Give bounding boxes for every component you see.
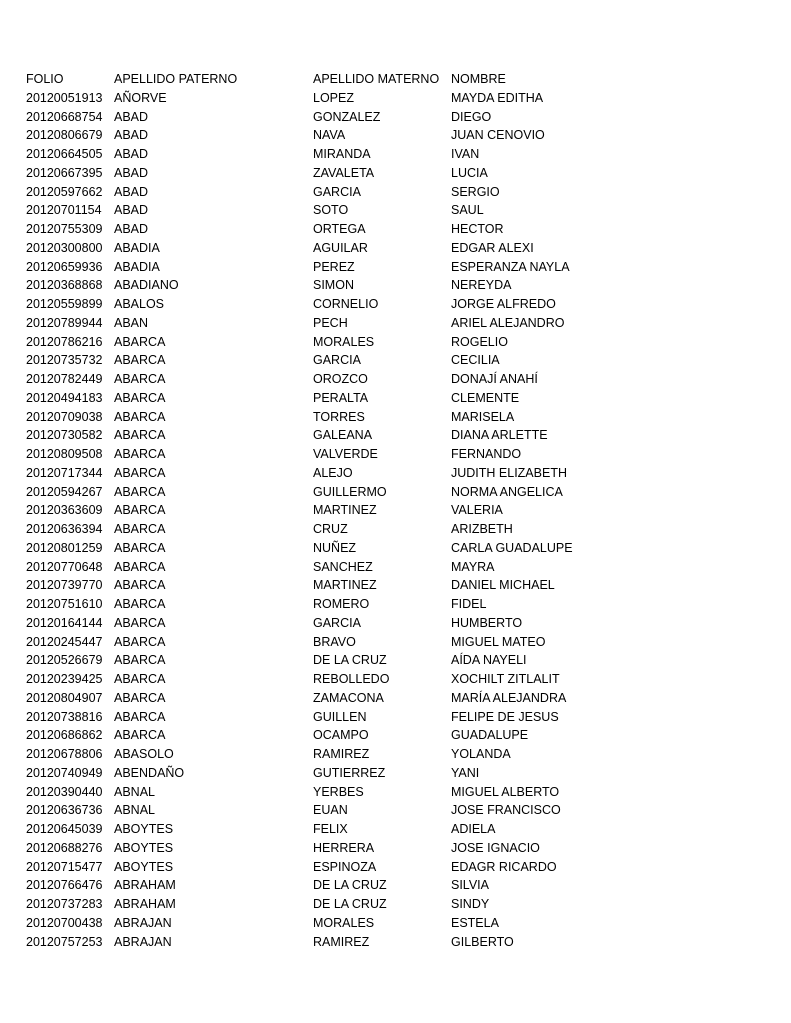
- cell-apellido-paterno: ABARCA: [114, 634, 166, 649]
- cell-nombre: SERGIO: [451, 184, 500, 199]
- cell-apellido-materno: AGUILAR: [313, 240, 368, 255]
- table-row: [26, 276, 651, 295]
- cell-folio: 20120245447: [26, 634, 103, 649]
- cell-apellido-paterno: ABARCA: [114, 559, 166, 574]
- cell-apellido-paterno: ABARCA: [114, 484, 166, 499]
- table-row: [26, 858, 651, 877]
- table-row: [26, 689, 651, 708]
- cell-apellido-paterno: ABARCA: [114, 465, 166, 480]
- cell-apellido-paterno: ABARCA: [114, 522, 166, 536]
- header-apellido-materno: APELLIDO MATERNO: [313, 72, 440, 86]
- cell-folio: 20120737283: [26, 897, 103, 911]
- cell-folio: 20120390440: [26, 784, 103, 799]
- cell-apellido-paterno: ABASOLO: [114, 747, 174, 761]
- cell-apellido-paterno: ABADIA: [114, 259, 160, 274]
- cell-nombre: SINDY: [451, 897, 490, 911]
- cell-apellido-paterno: ABARCA: [114, 447, 166, 461]
- table-row: [26, 839, 651, 858]
- table-row: [26, 558, 651, 577]
- table-row: [26, 670, 651, 689]
- cell-nombre: IVAN: [451, 147, 480, 161]
- cell-folio: 20120300800: [26, 240, 103, 255]
- cell-nombre: ARIZBETH: [451, 522, 513, 536]
- cell-apellido-paterno: ABOYTES: [114, 822, 174, 836]
- cell-folio: 20120789944: [26, 315, 103, 330]
- cell-apellido-paterno: ABRAJAN: [114, 915, 172, 930]
- table-row: [26, 145, 651, 164]
- cell-nombre: MAYRA: [451, 559, 495, 574]
- table-row: [26, 220, 651, 239]
- cell-folio: 20120766476: [26, 878, 103, 893]
- header-apellido-paterno: APELLIDO PATERNO: [114, 72, 238, 86]
- cell-apellido-materno: OROZCO: [313, 372, 368, 386]
- cell-nombre: DIANA ARLETTE: [451, 428, 548, 443]
- cell-apellido-materno: ORTEGA: [313, 222, 366, 236]
- cell-nombre: ARIEL ALEJANDRO: [451, 315, 565, 330]
- cell-apellido-paterno: ABAN: [114, 315, 149, 330]
- cell-nombre: HECTOR: [451, 222, 504, 236]
- cell-apellido-paterno: ABARCA: [114, 334, 166, 349]
- cell-folio: 20120368868: [26, 278, 103, 293]
- table-row: [26, 914, 651, 933]
- cell-apellido-materno: RAMIREZ: [313, 934, 370, 949]
- cell-folio: 20120738816: [26, 709, 103, 724]
- table-row: [26, 726, 651, 745]
- cell-apellido-materno: GARCIA: [313, 615, 361, 630]
- cell-apellido-paterno: ABADIA: [114, 240, 160, 255]
- cell-apellido-materno: SIMON: [313, 278, 354, 293]
- table-row: [26, 389, 651, 408]
- table-row: [26, 576, 651, 595]
- table-body: [26, 89, 651, 952]
- cell-folio: 20120659936: [26, 259, 103, 274]
- table-row: [26, 370, 651, 389]
- table-row: [26, 351, 651, 370]
- cell-apellido-materno: MIRANDA: [313, 147, 371, 161]
- cell-apellido-paterno: ABARCA: [114, 653, 166, 668]
- cell-folio: 20120755309: [26, 222, 103, 236]
- cell-apellido-materno: ZAVALETA: [313, 165, 375, 180]
- cell-folio: 20120526679: [26, 653, 103, 668]
- table-row: [26, 651, 651, 670]
- cell-apellido-paterno: ABAD: [114, 222, 149, 236]
- cell-nombre: FIDEL: [451, 597, 487, 611]
- cell-folio: 20120740949: [26, 765, 103, 780]
- table-row: [26, 164, 651, 183]
- cell-nombre: CECILIA: [451, 353, 500, 368]
- cell-apellido-materno: HERRERA: [313, 840, 375, 855]
- cell-nombre: ADIELA: [451, 822, 496, 836]
- table-row: [26, 520, 651, 539]
- table-row: [26, 820, 651, 839]
- cell-apellido-paterno: ABNAL: [114, 784, 155, 799]
- cell-nombre: DIEGO: [451, 109, 492, 124]
- table-row: [26, 614, 651, 633]
- cell-folio: 20120757253: [26, 934, 103, 949]
- cell-apellido-materno: PERALTA: [313, 390, 369, 405]
- cell-folio: 20120688276: [26, 840, 103, 855]
- cell-apellido-paterno: ABARCA: [114, 372, 166, 386]
- table-row: [26, 876, 651, 895]
- cell-nombre: CLEMENTE: [451, 390, 520, 405]
- cell-folio: 20120664505: [26, 147, 103, 161]
- cell-apellido-materno: GALEANA: [313, 428, 373, 443]
- header-nombre: NOMBRE: [451, 72, 506, 86]
- cell-folio: 20120678806: [26, 747, 103, 761]
- cell-folio: 20120636394: [26, 522, 103, 536]
- cell-folio: 20120770648: [26, 559, 103, 574]
- cell-folio: 20120239425: [26, 672, 103, 686]
- cell-apellido-paterno: ABRAJAN: [114, 934, 172, 949]
- table-row: [26, 89, 651, 108]
- cell-folio: 20120715477: [26, 859, 103, 874]
- cell-folio: 20120559899: [26, 297, 103, 311]
- cell-apellido-materno: GARCIA: [313, 184, 361, 199]
- cell-apellido-paterno: ABARCA: [114, 409, 166, 424]
- cell-apellido-materno: NUÑEZ: [313, 540, 357, 555]
- cell-folio: 20120806679: [26, 128, 103, 143]
- table-row: [26, 595, 651, 614]
- cell-nombre: DONAJÍ ANAHÍ: [451, 372, 538, 386]
- cell-apellido-paterno: ABARCA: [114, 353, 166, 368]
- table-row: [26, 933, 651, 952]
- table-row: [26, 445, 651, 464]
- cell-apellido-materno: CORNELIO: [313, 297, 379, 311]
- table-row: [26, 333, 651, 352]
- cell-nombre: FELIPE DE JESUS: [451, 709, 559, 724]
- cell-apellido-materno: CRUZ: [313, 522, 348, 536]
- cell-folio: 20120594267: [26, 484, 103, 499]
- cell-apellido-paterno: ABAD: [114, 184, 149, 199]
- cell-folio: 20120701154: [26, 203, 102, 218]
- cell-nombre: MARÍA ALEJANDRA: [451, 690, 567, 705]
- table-row: [26, 501, 651, 520]
- table-row: [26, 183, 651, 202]
- cell-apellido-paterno: ABARCA: [114, 728, 166, 743]
- cell-nombre: YOLANDA: [451, 747, 511, 761]
- cell-folio: 20120801259: [26, 540, 103, 555]
- cell-apellido-paterno: ABARCA: [114, 615, 166, 630]
- table-row: [26, 426, 651, 445]
- cell-nombre: NORMA ANGELICA: [451, 484, 563, 499]
- cell-apellido-materno: OCAMPO: [313, 728, 369, 743]
- cell-apellido-materno: DE LA CRUZ: [313, 653, 387, 668]
- cell-apellido-paterno: ABARCA: [114, 597, 166, 611]
- cell-apellido-materno: DE LA CRUZ: [313, 897, 387, 911]
- cell-apellido-materno: ALEJO: [313, 465, 353, 480]
- cell-nombre: JUAN CENOVIO: [451, 128, 545, 143]
- cell-nombre: JORGE ALFREDO: [451, 297, 556, 311]
- cell-apellido-materno: GONZALEZ: [313, 109, 381, 124]
- cell-apellido-paterno: ABARCA: [114, 690, 166, 705]
- cell-nombre: MIGUEL MATEO: [451, 634, 546, 649]
- cell-apellido-paterno: ABAD: [114, 109, 149, 124]
- cell-folio: 20120751610: [26, 597, 103, 611]
- cell-apellido-paterno: ABARCA: [114, 672, 166, 686]
- table-row: [26, 408, 651, 427]
- cell-apellido-paterno: ABARCA: [114, 540, 166, 555]
- cell-apellido-paterno: AÑORVE: [114, 90, 167, 105]
- table-row: [26, 464, 651, 483]
- cell-nombre: EDGAR ALEXI: [451, 240, 534, 255]
- table-row: [26, 201, 651, 220]
- cell-apellido-paterno: ABRAHAM: [114, 878, 176, 893]
- records-table: [26, 70, 651, 951]
- cell-apellido-materno: PEREZ: [313, 259, 355, 274]
- cell-apellido-materno: GUILLERMO: [313, 484, 387, 499]
- cell-folio: 20120645039: [26, 822, 103, 836]
- cell-folio: 20120709038: [26, 409, 103, 424]
- cell-nombre: ESPERANZA NAYLA: [451, 259, 570, 274]
- cell-nombre: FERNANDO: [451, 447, 522, 461]
- cell-apellido-paterno: ABENDAÑO: [114, 765, 185, 780]
- cell-folio: 20120717344: [26, 465, 103, 480]
- cell-nombre: AÍDA NAYELI: [451, 653, 527, 668]
- cell-folio: 20120051913: [26, 90, 103, 105]
- cell-apellido-materno: NAVA: [313, 128, 346, 143]
- cell-folio: 20120686862: [26, 728, 103, 743]
- table-row: [26, 633, 651, 652]
- cell-apellido-materno: MORALES: [313, 334, 375, 349]
- table-row: [26, 239, 651, 258]
- cell-nombre: YANI: [451, 765, 480, 780]
- table-row: [26, 895, 651, 914]
- table-row: [26, 258, 651, 277]
- cell-nombre: EDAGR RICARDO: [451, 859, 557, 874]
- cell-folio: 20120494183: [26, 390, 103, 405]
- cell-apellido-materno: ZAMACONA: [313, 690, 384, 705]
- cell-apellido-materno: ESPINOZA: [313, 859, 377, 874]
- cell-nombre: XOCHILT ZITLALIT: [451, 672, 560, 686]
- cell-apellido-materno: GUTIERREZ: [313, 765, 386, 780]
- cell-apellido-materno: REBOLLEDO: [313, 672, 390, 686]
- cell-apellido-paterno: ABARCA: [114, 428, 166, 443]
- header-folio: FOLIO: [26, 72, 64, 86]
- cell-folio: 20120730582: [26, 428, 103, 443]
- cell-nombre: SAUL: [451, 203, 484, 218]
- table-row: [26, 483, 651, 502]
- cell-apellido-materno: LOPEZ: [313, 90, 354, 105]
- cell-folio: 20120782449: [26, 372, 103, 386]
- cell-apellido-materno: BRAVO: [313, 634, 356, 649]
- cell-nombre: NEREYDA: [451, 278, 512, 293]
- cell-apellido-paterno: ABRAHAM: [114, 897, 176, 911]
- table-row: [26, 108, 651, 127]
- header-row: [26, 70, 651, 89]
- cell-folio: 20120668754: [26, 109, 103, 124]
- cell-apellido-materno: GUILLEN: [313, 709, 367, 724]
- cell-apellido-materno: EUAN: [313, 803, 348, 818]
- cell-apellido-materno: GARCIA: [313, 353, 361, 368]
- cell-apellido-materno: YERBES: [313, 784, 364, 799]
- cell-apellido-paterno: ABARCA: [114, 578, 166, 593]
- cell-nombre: ROGELIO: [451, 334, 508, 349]
- cell-apellido-materno: DE LA CRUZ: [313, 878, 387, 893]
- cell-nombre: JUDITH ELIZABETH: [451, 465, 567, 480]
- cell-folio: 20120786216: [26, 334, 103, 349]
- cell-nombre: ESTELA: [451, 915, 499, 930]
- table-row: [26, 764, 651, 783]
- cell-apellido-materno: MARTINEZ: [313, 503, 377, 518]
- cell-nombre: LUCIA: [451, 165, 488, 180]
- cell-folio: 20120636736: [26, 803, 103, 818]
- cell-folio: 20120804907: [26, 690, 103, 705]
- cell-nombre: HUMBERTO: [451, 615, 523, 630]
- cell-apellido-materno: SANCHEZ: [313, 559, 373, 574]
- cell-folio: 20120700438: [26, 915, 103, 930]
- cell-nombre: CARLA GUADALUPE: [451, 540, 573, 555]
- cell-nombre: JOSE FRANCISCO: [451, 803, 561, 818]
- cell-apellido-paterno: ABAD: [114, 203, 149, 218]
- cell-nombre: SILVIA: [451, 878, 489, 893]
- cell-apellido-paterno: ABOYTES: [114, 859, 174, 874]
- cell-apellido-paterno: ABADIANO: [114, 278, 179, 293]
- cell-apellido-paterno: ABAD: [114, 128, 149, 143]
- cell-folio: 20120597662: [26, 184, 103, 199]
- cell-nombre: MAYDA EDITHA: [451, 90, 544, 105]
- cell-apellido-materno: TORRES: [313, 409, 365, 424]
- table-row: [26, 783, 651, 802]
- table-row: [26, 126, 651, 145]
- cell-apellido-materno: ROMERO: [313, 597, 370, 611]
- cell-nombre: VALERIA: [451, 503, 503, 518]
- cell-apellido-paterno: ABALOS: [114, 297, 165, 311]
- cell-apellido-paterno: ABARCA: [114, 709, 166, 724]
- cell-apellido-paterno: ABARCA: [114, 390, 166, 405]
- cell-folio: 20120164144: [26, 615, 103, 630]
- cell-folio: 20120667395: [26, 165, 103, 180]
- cell-apellido-materno: SOTO: [313, 203, 349, 218]
- cell-apellido-paterno: ABAD: [114, 147, 149, 161]
- cell-apellido-materno: MARTINEZ: [313, 578, 377, 593]
- table-row: [26, 801, 651, 820]
- cell-nombre: DANIEL MICHAEL: [451, 578, 555, 593]
- cell-nombre: GUADALUPE: [451, 728, 529, 743]
- cell-apellido-paterno: ABAD: [114, 165, 149, 180]
- cell-apellido-paterno: ABNAL: [114, 803, 155, 818]
- table-row: [26, 314, 651, 333]
- table-row: [26, 539, 651, 558]
- cell-apellido-materno: VALVERDE: [313, 447, 378, 461]
- cell-folio: 20120809508: [26, 447, 103, 461]
- cell-nombre: GILBERTO: [451, 934, 514, 949]
- table-row: [26, 708, 651, 727]
- cell-nombre: MIGUEL ALBERTO: [451, 784, 560, 799]
- cell-folio: 20120739770: [26, 578, 103, 593]
- cell-nombre: MARISELA: [451, 409, 515, 424]
- cell-nombre: JOSE IGNACIO: [451, 840, 540, 855]
- cell-folio: 20120363609: [26, 503, 103, 518]
- cell-apellido-materno: FELIX: [313, 822, 348, 836]
- cell-apellido-paterno: ABARCA: [114, 503, 166, 518]
- cell-apellido-paterno: ABOYTES: [114, 840, 174, 855]
- table-row: [26, 295, 651, 314]
- cell-apellido-materno: MORALES: [313, 915, 375, 930]
- table-row: [26, 745, 651, 764]
- cell-folio: 20120735732: [26, 353, 103, 368]
- cell-apellido-materno: PECH: [313, 315, 348, 330]
- cell-apellido-materno: RAMIREZ: [313, 747, 370, 761]
